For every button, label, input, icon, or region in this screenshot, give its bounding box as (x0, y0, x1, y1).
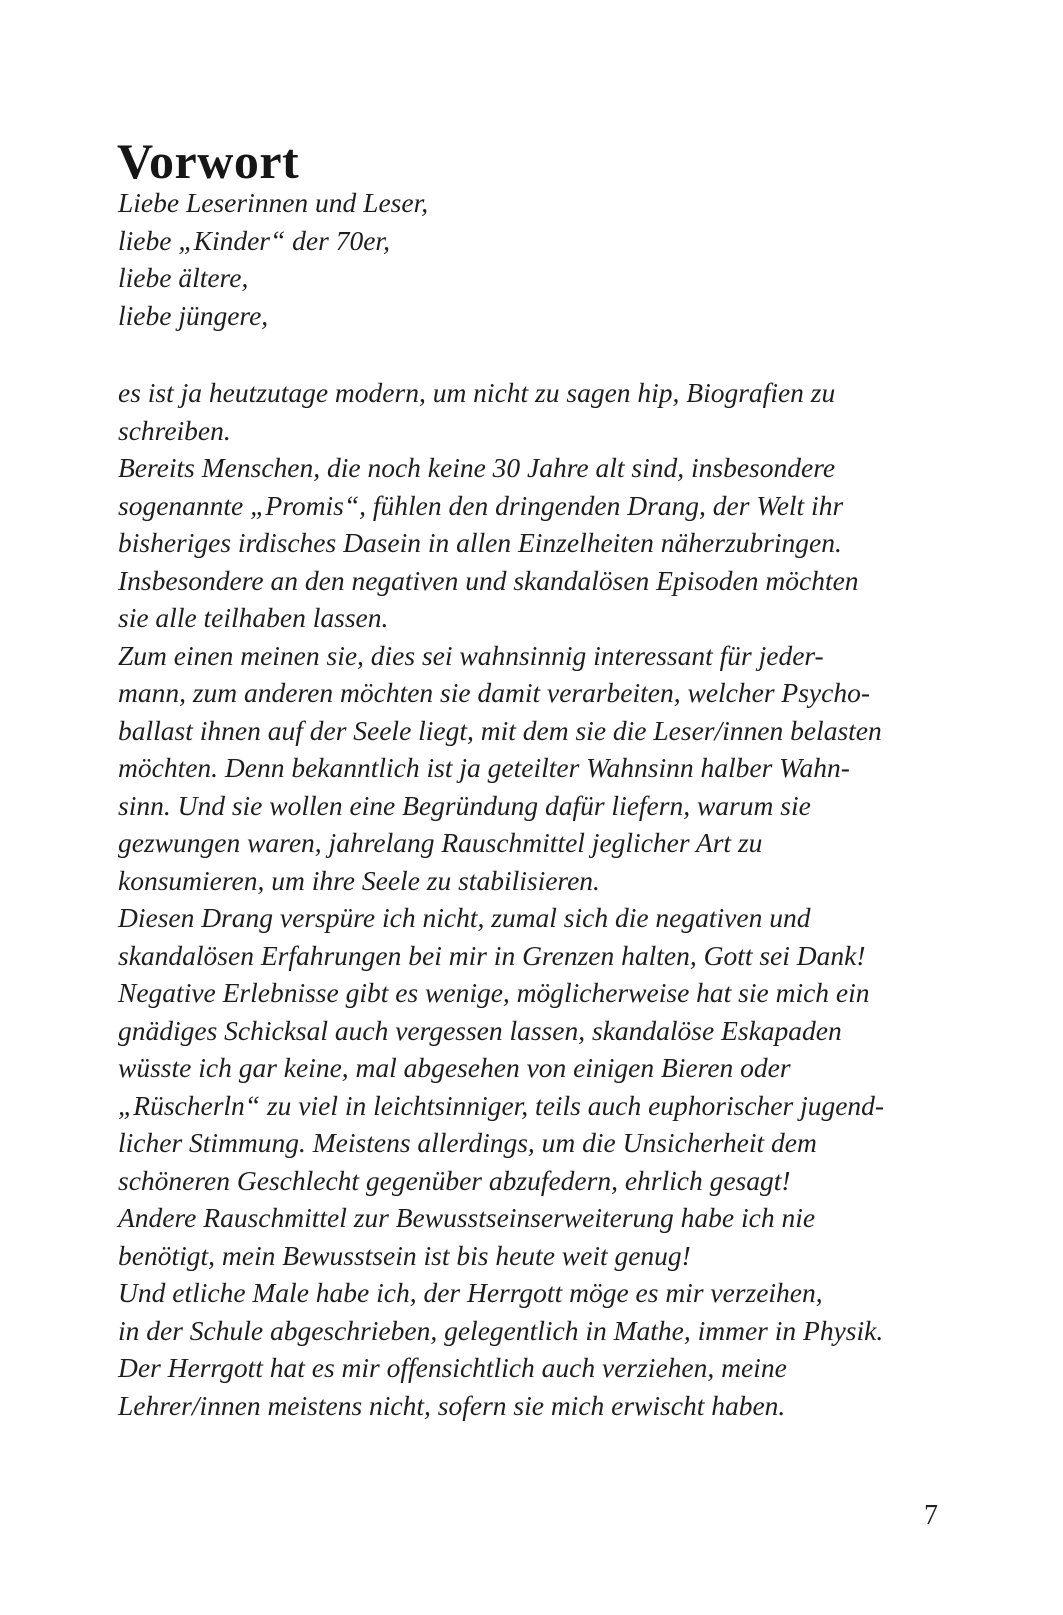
text-line: Negative Erlebnisse gibt es wenige, möglicherweise hat sie mich ein (118, 977, 870, 1008)
text-line: Liebe Leserinnen und Leser, (118, 187, 429, 218)
text-line: gnädiges Schicksal auch vergessen lassen, skandalöse Eskapaden (118, 1014, 842, 1046)
text-line: Andere Rauschmittel zur Bewusstseinserweiterung habe ich nie (118, 1202, 816, 1233)
text-line: sogenannte „Promis“, fühlen den dringenden Drang, der Welt ihr (118, 489, 844, 521)
text-line: Insbesondere an den negativen und skandalösen Episoden möchten (118, 564, 859, 596)
text-line: konsumieren, um ihre Seele zu stabilisieren. (118, 864, 600, 896)
page-title: Vorwort (117, 132, 300, 189)
text-line: liebe „Kinder“ der 70er, (118, 224, 390, 256)
text-line: Diesen Drang verspüre ich nicht, zumal sich die negativen und (118, 902, 811, 933)
text-line: mann, zum anderen möchten sie damit verarbeiten, welcher Psycho- (118, 677, 870, 708)
text-line: wüsste ich gar keine, mal abgesehen von einigen Bieren oder (118, 1052, 791, 1083)
greeting-block (118, 184, 428, 334)
text-line: sie alle teilhaben lassen. (118, 602, 389, 633)
text-line: gezwungen waren, jahrelang Rauschmittel jeglicher Art zu (118, 827, 763, 858)
text-line: in der Schule abgeschrieben, gelegentlich in Mathe, immer in Physik. (118, 1314, 884, 1346)
text-line: licher Stimmung. Meistens allerdings, um die Unsicherheit dem (118, 1127, 817, 1158)
text-line: Zum einen meinen sie, dies sei wahnsinnig interessant für jeder- (118, 639, 824, 671)
text-line: liebe jüngere, (118, 299, 269, 331)
text-line: möchten. Denn bekanntlich ist ja geteilter Wahnsinn halber Wahn- (118, 752, 850, 783)
text-line: schreiben. (118, 414, 231, 446)
text-line: benötigt, mein Bewusstsein ist bis heute weit genug! (118, 1239, 691, 1271)
body-text-block (118, 374, 958, 1424)
text-line: Bereits Menschen, die noch keine 30 Jahre alt sind, insbesondere (118, 452, 836, 483)
text-line: sinn. Und sie wollen eine Begründung dafür liefern, warum sie (118, 789, 811, 821)
text-line: Lehrer/innen meistens nicht, sofern sie mich erwischt haben. (118, 1389, 786, 1421)
text-line: es ist ja heutzutage modern, um nicht zu sagen hip, Biografien zu (118, 377, 836, 408)
text-line: ballast ihnen auf der Seele liegt, mit dem sie die Leser/innen belasten (118, 714, 882, 746)
text-line: liebe ältere, (118, 262, 249, 293)
text-line: skandalösen Erfahrungen bei mir in Grenzen halten, Gott sei Dank! (118, 939, 866, 971)
text-line: Der Herrgott hat es mir offensichtlich auch verziehen, meine (118, 1352, 787, 1383)
text-line: Und etliche Male habe ich, der Herrgott möge es mir verzeihen, (118, 1277, 823, 1308)
text-line: schöneren Geschlecht gegenüber abzufedern, ehrlich gesagt! (118, 1164, 791, 1196)
text-line: bisheriges irdisches Dasein in allen Einzelheiten näherzubringen. (118, 527, 842, 558)
text-line: „Rüscherln“ zu viel in leichtsinniger, teils auch euphorischer jugend- (118, 1089, 885, 1121)
page-number: 7 (924, 1500, 938, 1531)
